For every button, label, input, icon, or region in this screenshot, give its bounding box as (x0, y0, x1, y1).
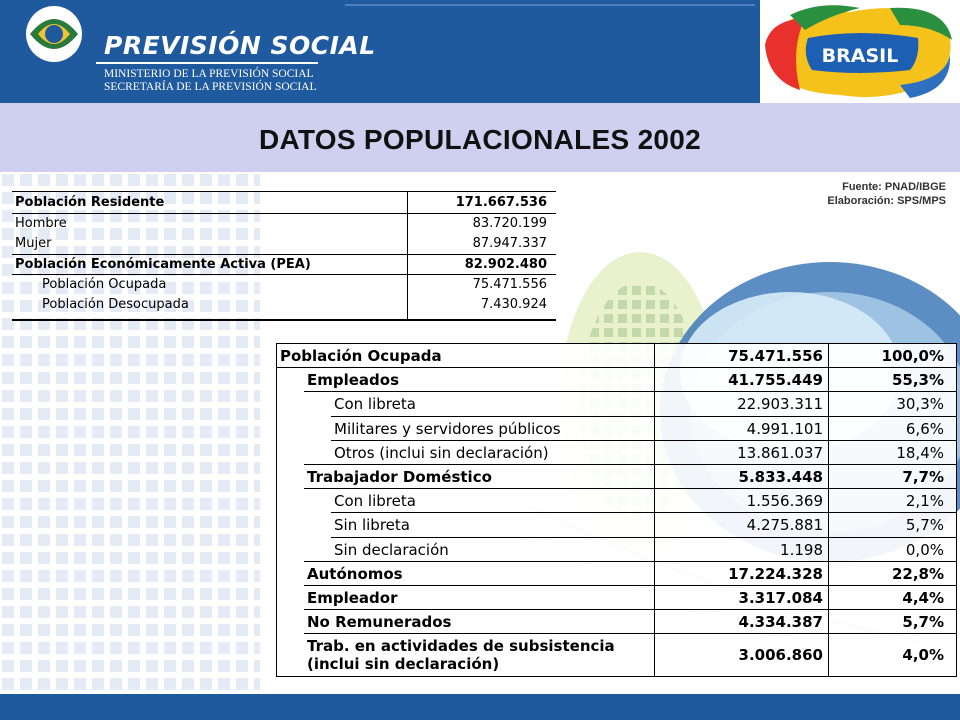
row-label-line: (inclui sin declaración) (307, 655, 500, 674)
row-value: 41.755.449 (654, 368, 828, 392)
row-percent: 0,0% (828, 538, 956, 562)
row-label: Empleador (307, 588, 398, 607)
brand-underline (96, 62, 318, 64)
table-row (277, 368, 956, 392)
row-label (277, 637, 654, 673)
row-value: 75.471.556 (654, 344, 828, 368)
row-label: Con libreta (334, 395, 416, 414)
row-value: 87.947.337 (472, 235, 547, 251)
row-value: 7.430.924 (480, 297, 547, 313)
table-row (277, 417, 956, 441)
row-percent: 2,1% (828, 489, 956, 513)
row-value: 3.006.860 (654, 634, 828, 676)
header-banner (0, 0, 960, 103)
table-row (12, 213, 556, 234)
row-label: Población Desocupada (42, 297, 189, 313)
row-label: Autónomos (307, 564, 403, 583)
table-row (277, 465, 956, 489)
row-value: 1.556.369 (654, 489, 828, 513)
ministry-text (104, 68, 316, 94)
row-value: 4.275.881 (654, 513, 828, 537)
population-summary-table (12, 192, 556, 315)
brasil-logo-panel (760, 0, 960, 103)
row-label: Otros (inclui sin declaración) (334, 443, 549, 462)
row-value: 5.833.448 (654, 465, 828, 489)
row-value: 17.224.328 (654, 562, 828, 586)
table-row (277, 392, 956, 416)
row-percent: 7,7% (828, 465, 956, 489)
row-percent: 5,7% (828, 513, 956, 537)
row-label: Población Ocupada (42, 277, 167, 293)
row-percent: 4,0% (828, 634, 956, 676)
table1-bottom-border (12, 319, 556, 321)
table-row (277, 586, 956, 610)
table-row (12, 233, 556, 254)
row-label-line: Trab. en actividades de subsistencia (307, 637, 615, 656)
table-row (277, 513, 956, 537)
source-note (827, 180, 946, 208)
prevision-social-logo (18, 4, 90, 64)
ministry-line: MINISTERIO DE LA PREVISIÓN SOCIAL (104, 68, 314, 80)
header-divider (345, 4, 755, 6)
row-value: 1.198 (654, 538, 828, 562)
row-label: Hombre (15, 215, 67, 231)
row-value: 22.903.311 (654, 392, 828, 416)
brasil-logo-text: BRASIL (821, 45, 899, 67)
row-value: 3.317.084 (654, 586, 828, 610)
brasil-logo (760, 0, 960, 103)
table-row (12, 192, 556, 213)
row-label: Empleados (307, 371, 400, 390)
secretary-line: SECRETARÍA DE LA PREVISIÓN SOCIAL (104, 81, 317, 93)
row-label: Militares y servidores públicos (334, 419, 561, 438)
row-value: 4.991.101 (654, 417, 828, 441)
row-label: Con libreta (334, 492, 416, 511)
row-label: Sin declaración (334, 540, 449, 559)
brand-title: PREVISIÓN SOCIAL (104, 31, 376, 60)
row-value: 82.902.480 (464, 256, 547, 272)
table-row (277, 562, 956, 586)
table-row (277, 538, 956, 562)
row-percent: 4,4% (828, 586, 956, 610)
row-percent: 55,3% (828, 368, 956, 392)
table-row (12, 254, 556, 275)
row-label: Mujer (15, 235, 52, 251)
table-row (12, 274, 556, 295)
row-value: 13.861.037 (654, 441, 828, 465)
table-row (277, 344, 956, 368)
row-percent: 18,4% (828, 441, 956, 465)
table-row (277, 489, 956, 513)
row-percent: 5,7% (828, 610, 956, 634)
table-row (12, 295, 556, 316)
row-value: 171.667.536 (455, 194, 547, 210)
employed-population-table (276, 343, 957, 677)
table-row (277, 610, 956, 634)
row-percent: 22,8% (828, 562, 956, 586)
row-value: 4.334.387 (654, 610, 828, 634)
table-row (277, 634, 956, 676)
row-value: 83.720.199 (472, 215, 547, 231)
row-value: 75.471.556 (472, 277, 547, 293)
row-label: Población Económicamente Activa (PEA) (15, 256, 311, 272)
row-percent: 30,3% (828, 392, 956, 416)
elaboration-line: Elaboración: SPS/MPS (827, 195, 946, 207)
page-title: DATOS POPULACIONALES 2002 (258, 124, 702, 155)
row-label: Sin libreta (334, 516, 410, 535)
table-row (277, 441, 956, 465)
row-label: Población Ocupada (280, 347, 442, 366)
row-percent: 6,6% (828, 417, 956, 441)
source-line: Fuente: PNAD/IBGE (842, 181, 946, 193)
row-label: No Remunerados (307, 613, 452, 632)
row-label: Población Residente (15, 194, 165, 210)
footer-bar (0, 694, 960, 720)
row-label: Trabajador Doméstico (307, 468, 492, 487)
row-percent: 100,0% (828, 344, 956, 368)
